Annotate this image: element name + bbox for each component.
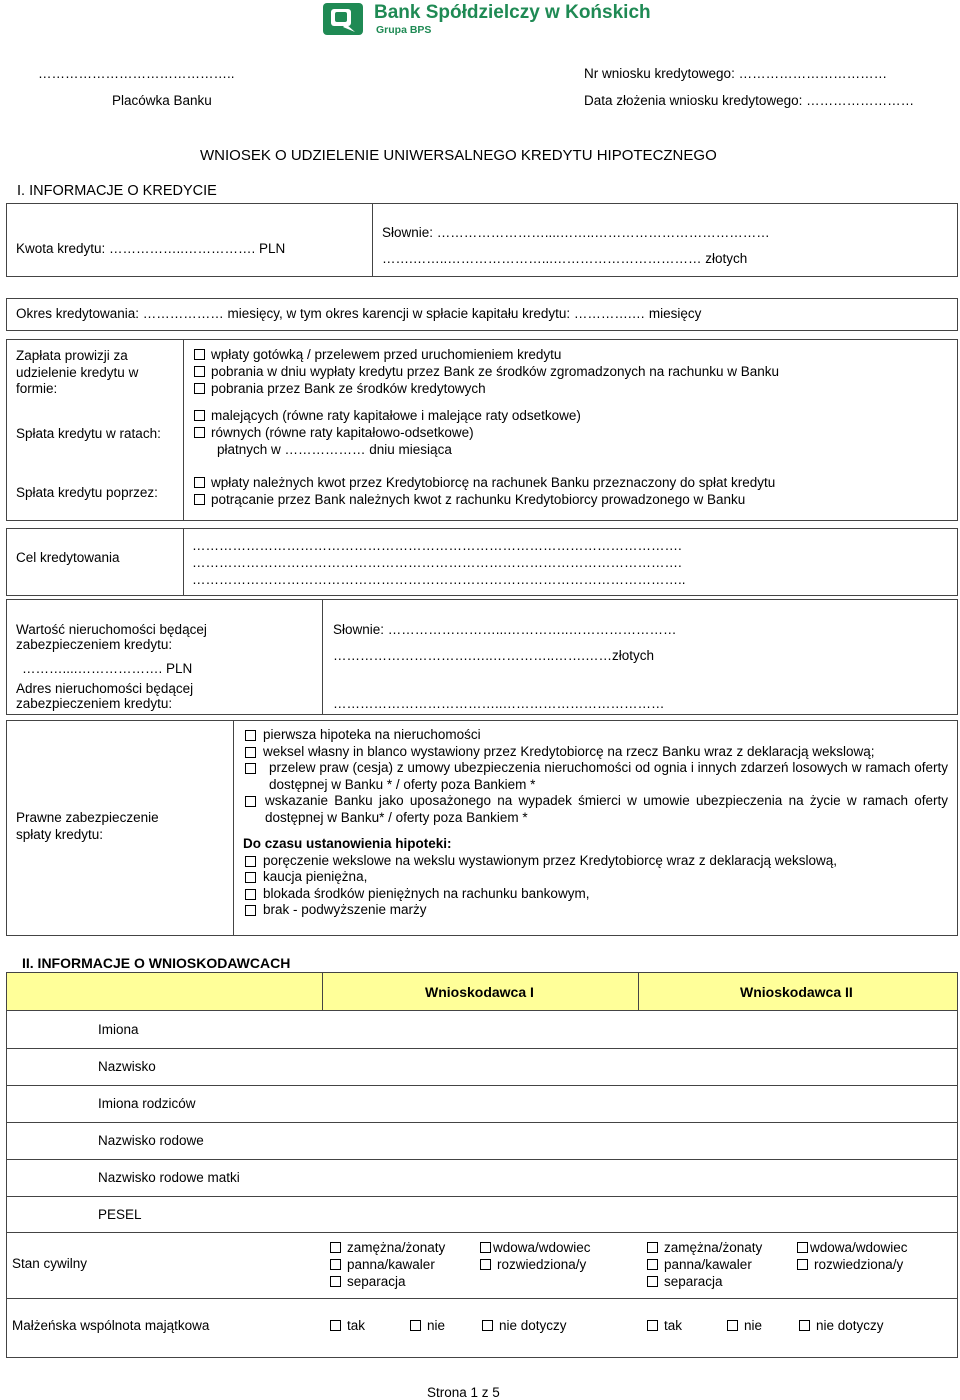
civil-option[interactable]: rozwiedziona/y — [480, 1256, 591, 1273]
repay-label: Spłata kredytu poprzez: — [16, 485, 158, 500]
civil-status-label: Stan cywilny — [12, 1256, 88, 1271]
checkbox[interactable] — [647, 1320, 658, 1331]
checkbox[interactable] — [480, 1242, 491, 1253]
civil-option[interactable]: separacja — [647, 1273, 762, 1290]
bank-logo — [322, 2, 651, 36]
applicant-1-header: Wnioskodawca I — [425, 984, 534, 1000]
row-label-surname: Nazwisko — [98, 1059, 156, 1074]
purpose-line: ………………………………………………………………………………………………. — [192, 555, 682, 570]
section-2-heading: II. INFORMACJE O WNIOSKODAWCACH — [22, 955, 291, 971]
civil-option[interactable]: panna/kawaler — [330, 1256, 445, 1273]
checkbox[interactable] — [194, 410, 205, 421]
row-label-parents-names: Imiona rodziców — [98, 1096, 196, 1111]
checkbox[interactable] — [245, 747, 256, 758]
repay-option[interactable]: wpłaty należnych kwot przez Kredytobiorcę na rachunek Banku przeznaczony do spłat kredytu — [194, 474, 775, 491]
civil-option[interactable]: rozwiedziona/y — [797, 1256, 908, 1273]
checkbox[interactable] — [194, 494, 205, 505]
checkbox[interactable] — [194, 427, 205, 438]
property-words-1: Słownie: ……………………...…………..…………………… — [333, 622, 677, 637]
bank-group: Grupa BPS — [376, 24, 432, 36]
checkbox[interactable] — [245, 763, 256, 774]
checkbox[interactable] — [245, 730, 256, 741]
civil-option[interactable]: wdowa/wdowiec — [797, 1239, 908, 1256]
application-date: Data złożenia wniosku kredytowego: …………………… — [584, 93, 915, 108]
property-address-label: Adres nieruchomości będącej zabezpieczeniem kredytu: — [16, 681, 194, 711]
checkbox[interactable] — [330, 1276, 341, 1287]
until-option[interactable]: blokada środków pieniężnych na rachunku bankowym, — [243, 886, 948, 903]
branch-label: Placówka Banku — [112, 93, 212, 108]
applicant-2-header: Wnioskodawca II — [740, 984, 853, 1000]
security-option[interactable]: przelew praw (cesja) z umowy ubezpieczenia nieruchomości od ognia i innych zdarzeń losowych w ramach oferty dostępnej w Banku * / oferty poza Bankiem * — [243, 760, 948, 793]
until-option[interactable]: poręczenie wekslowe na wekslu wystawionym przez Kredytobiorcę wraz z deklaracją wekslową, — [243, 853, 948, 870]
checkbox[interactable] — [245, 889, 256, 900]
civil-option[interactable]: zamężna/żonaty — [330, 1239, 445, 1256]
checkbox[interactable] — [245, 796, 256, 807]
joint-property-label: Małżeńska wspólnota majątkowa — [12, 1318, 210, 1333]
checkbox[interactable] — [194, 477, 205, 488]
section-1-heading: I. INFORMACJE O KREDYCIE — [17, 183, 217, 199]
property-value-label: Wartość nieruchomości będącej zabezpieczeniem kredytu: — [16, 622, 207, 652]
repay-option[interactable]: potrącanie przez Bank należnych kwot z rachunku Kredytobiorcy prowadzonego w Banku — [194, 491, 775, 508]
commission-option[interactable]: pobrania przez Bank ze środków kredytowych — [194, 380, 779, 397]
credit-period: Okres kredytowania: ……………… miesięcy, w tym okres karencji w spłacie kapitału kredytu: ………….… miesięcy — [16, 306, 702, 321]
security-label: Prawne zabezpieczenie spłaty kredytu: — [16, 810, 159, 842]
installments-label: Spłata kredytu w ratach: — [16, 426, 161, 441]
checkbox[interactable] — [647, 1276, 658, 1287]
joint-option[interactable]: nie — [410, 1318, 445, 1333]
joint-option[interactable]: tak — [647, 1318, 682, 1333]
checkbox[interactable] — [245, 856, 256, 867]
applicants-table — [6, 972, 958, 1358]
checkbox[interactable] — [330, 1242, 341, 1253]
checkbox[interactable] — [410, 1320, 421, 1331]
application-number: Nr wniosku kredytowego: …………………………… — [584, 66, 888, 81]
installment-option[interactable]: równych (równe raty kapitałowo-odsetkowe) — [194, 424, 581, 441]
installment-option[interactable]: malejących (równe raty kapitałowe i malejące raty odsetkowe) — [194, 407, 581, 424]
until-heading: Do czasu ustanowienia hipoteki: — [243, 836, 452, 851]
branch-dots: …………………………………….. — [38, 66, 235, 81]
page-number: Strona 1 z 5 — [427, 1385, 500, 1400]
security-option[interactable]: weksel własny in blanco wystawiony przez Kredytobiorcę na rzecz Banku wraz z deklaracją wekslową; — [243, 744, 948, 761]
bank-logo-icon — [322, 2, 364, 36]
purpose-label: Cel kredytowania — [16, 550, 120, 565]
bank-name: Bank Spółdzielczy w Końskich — [374, 2, 651, 23]
civil-option[interactable]: separacja — [330, 1273, 445, 1290]
purpose-line: ……………………………………………………………………………………………….. — [192, 572, 686, 587]
civil-option[interactable]: zamężna/żonaty — [647, 1239, 762, 1256]
property-words-2: ………………………….…..…………..…….……złotych — [333, 648, 655, 663]
checkbox[interactable] — [330, 1320, 341, 1331]
civil-option[interactable]: panna/kawaler — [647, 1256, 762, 1273]
civil-option[interactable]: wdowa/wdowiec — [480, 1239, 591, 1256]
property-address: ………………………………..……………………………… — [333, 696, 665, 711]
commission-option[interactable]: wpłaty gotówką / przelewem przed uruchomieniem kredytu — [194, 346, 779, 363]
checkbox[interactable] — [194, 366, 205, 377]
row-label-pesel: PESEL — [98, 1207, 142, 1222]
security-option[interactable]: wskazanie Banku jako uposażonego na wypadek śmierci w umowie ubezpieczenia na życie w ramach oferty dostępnej w Banku* / oferty poza Bankiem * — [243, 793, 948, 826]
purpose-line: ………………………………………………………………………………………………. — [192, 538, 682, 553]
checkbox[interactable] — [647, 1259, 658, 1270]
checkbox[interactable] — [799, 1320, 810, 1331]
until-option[interactable]: kaucja pieniężna, — [243, 869, 948, 886]
commission-label: Zapłata prowizji za udzielenie kredytu w formie: — [16, 348, 139, 396]
checkbox[interactable] — [647, 1242, 658, 1253]
checkbox[interactable] — [797, 1259, 808, 1270]
joint-option[interactable]: tak — [330, 1318, 365, 1333]
installment-day: płatnych w ……………… dniu miesiąca — [217, 442, 452, 457]
row-label-mother-maiden-name: Nazwisko rodowe matki — [98, 1170, 240, 1185]
joint-option[interactable]: nie dotyczy — [799, 1318, 884, 1333]
property-value: ………....………………. PLN — [22, 661, 193, 676]
row-label-first-names: Imiona — [98, 1022, 139, 1037]
row-label-maiden-name: Nazwisko rodowe — [98, 1133, 204, 1148]
joint-option[interactable]: nie — [727, 1318, 762, 1333]
credit-amount: Kwota kredytu: ……………..……………. PLN — [16, 241, 286, 256]
amount-words-2: …….……..…………………...…………………………… złotych — [382, 251, 748, 266]
checkbox[interactable] — [330, 1259, 341, 1270]
checkbox[interactable] — [194, 349, 205, 360]
joint-option[interactable]: nie dotyczy — [482, 1318, 567, 1333]
checkbox[interactable] — [480, 1259, 491, 1270]
checkbox[interactable] — [194, 383, 205, 394]
security-option[interactable]: pierwsza hipoteka na nieruchomości — [243, 727, 948, 744]
checkbox[interactable] — [245, 872, 256, 883]
amount-words-1: Słownie: ……………………....……..………………………………… — [382, 225, 770, 240]
page-title: WNIOSEK O UDZIELENIE UNIWERSALNEGO KREDYTU HIPOTECZNEGO — [200, 147, 717, 164]
checkbox[interactable] — [482, 1320, 493, 1331]
checkbox[interactable] — [245, 905, 256, 916]
commission-option[interactable]: pobrania w dniu wypłaty kredytu przez Bank ze środków zgromadzonych na rachunku w Banku — [194, 363, 779, 380]
checkbox[interactable] — [797, 1242, 808, 1253]
checkbox[interactable] — [727, 1320, 738, 1331]
until-option[interactable]: brak - podwyższenie marży — [243, 902, 948, 919]
